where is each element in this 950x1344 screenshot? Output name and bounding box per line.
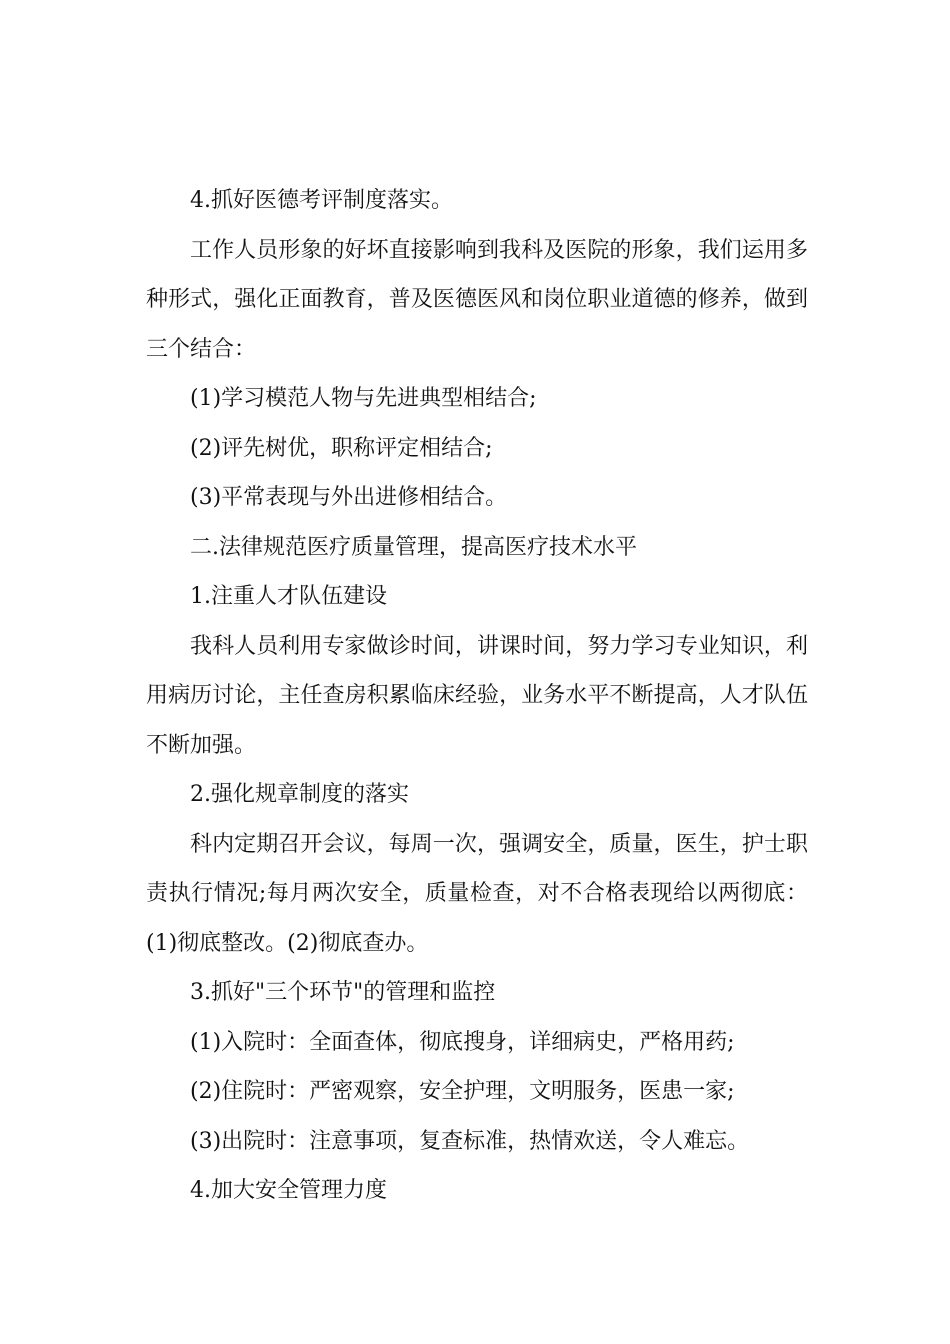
list-item: (1)学习模范人物与先进典型相结合; (190, 386, 537, 411)
subsection-heading: 3.抓好"三个环节"的管理和监控 (190, 980, 496, 1005)
list-item: (2)评先树优，职称评定相结合; (190, 435, 493, 461)
body-paragraph: 我科人员利用专家做诊时间，讲课时间，努力学习专业知识，利用病历讨论，主任查房积累临床经验，业务水平不断提高，人才队伍不断加强。 (146, 633, 808, 758)
list-item: (3)平常表现与外出进修相结合。 (190, 485, 508, 510)
section-heading: 二.法律规范医疗质量管理，提高医疗技术水平 (190, 534, 637, 560)
section-heading: 4.抓好医德考评制度落实。 (190, 188, 453, 213)
list-item: (1)入院时：全面查体，彻底搜身，详细病史，严格用药; (190, 1029, 735, 1055)
subsection-heading: 1.注重人才队伍建设 (190, 584, 387, 609)
list-item: (3)出院时：注意事项，复查标准，热情欢送，令人难忘。 (190, 1128, 750, 1154)
document-body (146, 176, 808, 1216)
body-paragraph: 工作人员形象的好坏直接影响到我科及医院的形象，我们运用多种形式，强化正面教育，普及医德医风和岗位职业道德的修养，做到三个结合： (146, 237, 808, 362)
subsection-heading: 4.加大安全管理力度 (190, 1178, 387, 1203)
subsection-heading: 2.强化规章制度的落实 (190, 782, 409, 807)
list-item: (2)住院时：严密观察，安全护理，文明服务，医患一家; (190, 1079, 735, 1104)
body-paragraph: 科内定期召开会议，每周一次，强调安全，质量，医生，护士职责执行情况;每月两次安全，质量检查，对不合格表现给以两彻底：(1)彻底整改。(2)彻底查办。 (146, 831, 808, 956)
